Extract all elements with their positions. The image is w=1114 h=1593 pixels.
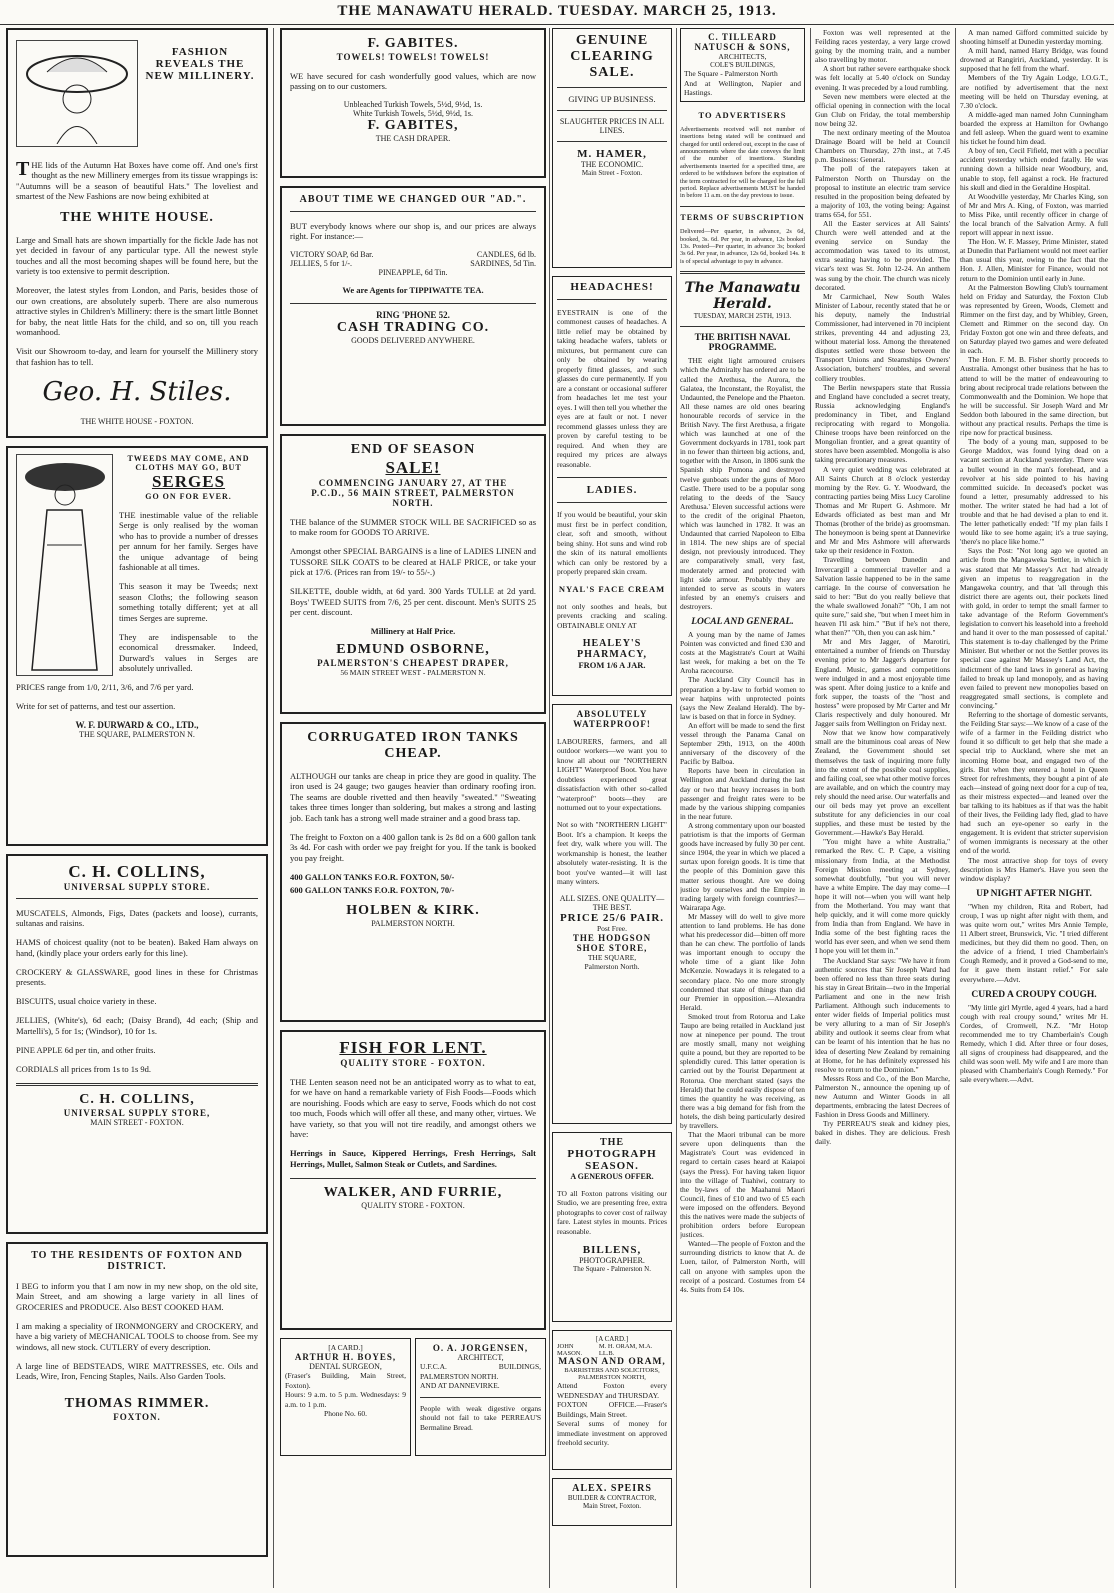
ad-heading: SALE. (589, 65, 635, 80)
advertisers-notice: Advertisements received will not number of insertions being stated will be continued and charged for until ordered out, except in the case of announcements where the date conveys the limit of the number of insertions. Standing advertisements inserted for a specified time, are ordered to be withdrawn before the expiration of the term contracted for will be charged for the full period. Replace advertisements MUST be handed in before 11 a.m. on the day previous to issue. (680, 125, 805, 200)
store-subtitle: QUALITY STORE - FOXTON. (361, 1200, 465, 1210)
news-item: A short but rather severe earthquake shock was felt locally at 5.40 o'clock on Sunday evening. It was preceded by a loud rumbling. (815, 64, 950, 92)
store-name: C. H. COLLINS, (68, 862, 206, 881)
healey-pharmacy-ad (552, 276, 672, 696)
ad-heading: HEADACHES! (570, 281, 654, 293)
jorgensen-architect-card (415, 1338, 546, 1456)
news-item: Members of the Try Again Lodge, I.O.G.T., are notified by advertisement that the next meeting will be held on Thursday evening, at 7.30 o'clock. (960, 73, 1108, 110)
section-title: LOCAL AND GENERAL. (691, 616, 794, 627)
ad-text: If you would be beautiful, your skin must first be in perfect condition, clear, soft and smooth, without being shiny. Hot suns and wind rob the skin of its natural emollients which can only be restored by a properly prepared skin cream. (557, 510, 667, 576)
ad-text: SLAUGHTER PRICES IN ALL LINES. (559, 117, 665, 135)
store-town: PALMERSTON NORTH. (371, 918, 455, 928)
store-name: HOLBEN & KIRK. (346, 902, 480, 918)
ad-text: I BEG to inform you that I am now in my new shop, on the old site, Main Street, and am showing a large variety in all lines of GROCERIES and PRODUCE. Also BEST COOKED HAM. (16, 1280, 258, 1312)
ad-text: BUT everybody knows where our shop is, and our prices are always right. For instance:— (290, 220, 536, 241)
durward-serges-ad (6, 446, 268, 846)
firm-address: And at Wellington, Napier and Hastings. (684, 78, 801, 97)
store-address: THE SQUARE, (587, 953, 637, 962)
hat-illustration (16, 40, 138, 147)
architect-title: ARCHITECT, (457, 1353, 504, 1362)
firm-title: BUILDER & CONTRACTOR, (567, 1494, 657, 1502)
card-label: [A CARD.] (595, 1335, 629, 1343)
store-name: CASH TRADING CO. (336, 320, 490, 335)
news-item: Smoked trout from Rotorua and Lake Taupo are being retailed in Auckland just now at ninepence per pound. The trout are mostly small, many not weighing quite a pound, but they are reported to be splendidly cured. This latter operation is carried out by the Tourist Department at Rotorua. One merchant stated (says the Herald) that he could easily dispose of ten times the quantity he was receiving, as there was a big demand for fish from the hotels, the dish being particularly desired by travellers. (680, 1011, 805, 1131)
ad-text: Visit our Showroom to-day, and learn for yourself the Millinery story that fashion has to tell. (16, 346, 258, 367)
ad-text: I am making a speciality of IRONMONGERY and CROCKERY, and have a big variety of MECHANICAL TOOLS to choose from. See my windows, all new stock. CUTLERY of every description. (16, 1320, 258, 1352)
ad-item: HAMS of choicest quality (not to be beaten). Baked Ham always on hand, (kindly place your orders early for this line). (16, 937, 258, 958)
ad-text: Attend Foxton every WEDNESDAY and THURSDAY. (557, 1381, 667, 1400)
store-name: F. GABITES, (367, 118, 459, 133)
ad-item: CROCKERY & GLASSWARE, good lines in these for Christmas presents. (16, 966, 258, 987)
store-subtitle: UNIVERSAL SUPPLY STORE, (63, 1107, 211, 1118)
ad-footer: THE WHITE HOUSE - FOXTON. (80, 417, 194, 426)
news-item: The Berlin newspapers state that Russia and England have concluded a secret treaty, Russia acknowledging England's predominancy in Tibet, and England reciprocating with regard to Mongolia. Chinese troops have been reinforced on the Mongolian frontier, and a great quantity of stores have been assembled. Mongolia is also taking precautionary measures. (815, 382, 950, 465)
price-line: FROM 1/6 A JAR. (578, 659, 646, 670)
news-item: The Hon. F. M. B. Fisher shortly proceeds to Australia. Amongst other business that he has to attend to will be the matter of endeavouring to bring about reciprocal trade relations between the Commonwealth and the Dominion. We hope that he will be successful. Sir Joseph Ward and Mr Seddon both laboured in the same direction, but without any practical results. Perhaps the time is ripe now for practical business. (960, 355, 1108, 438)
agents-note: We are Agents for TIPPIWATTE TEA. (342, 285, 484, 295)
hamer-clearing-sale-ad (552, 28, 672, 268)
price-line: 400 GALLON TANKS F.O.R. FOXTON, 50/- (290, 871, 455, 882)
ad-text: THE inestimable value of the reliable Serge is only realised by the woman who has to provide a number of dresses per annum for her family. Serges have the unique advantage of being fashionable at all times. (119, 509, 258, 572)
article-title: THE BRITISH NAVAL PROGRAMME. (694, 333, 791, 354)
merchant-name: THOMAS RIMMER. (64, 1395, 210, 1411)
dentist-title: DENTAL SURGEON, (309, 1362, 382, 1371)
store-subtitle: UNIVERSAL SUPPLY STORE. (63, 882, 211, 892)
news-item: Seven new members were elected at the official opening in connection with the local Gun Club on Friday, the total membership now being 32. (815, 91, 950, 128)
dentist-name: ARTHUR H. BOYES, (294, 1352, 397, 1362)
ad-text: Not so with "NORTHERN LIGHT" Boot. It's a champion. It keeps the feet dry, walk where you will. The workmanship is honest, the leather absolutely water-resisting. It is the boot you've wanted—it will last many winters. (557, 820, 667, 886)
news-item: That the Maori tribunal can be more severe upon delinquents than the Magistrate's Court was evidenced in regard to certain cases heard at Kaiapoi (says the Press). For having taken liquor into the village of Tuahiwi, contrary to the by-laws of the Maahanui Maori Council, fines of £10 and two of £5 each were imposed on the offenders. Beyond this the natives were made the subjects of prohibition orders before European justices. (680, 1130, 805, 1240)
price-row: JELLIES, 5 for 1/-. SARDINES, 5d Tin. (290, 259, 536, 268)
store-name: WALKER, AND FURRIE, (323, 1184, 503, 1200)
ad-text: Herrings in Sauce, Kippered Herrings, Fresh Herrings, Salt Herrings, Mullet, Salmon Steak or Cutlets, and Sardines. (290, 1148, 536, 1169)
architect-name: O. A. JORGENSEN, (432, 1343, 529, 1353)
store-subtitle: THE CASH DRAPER. (375, 134, 451, 143)
ad-heading: FASHION REVEALS THE NEW MILLINERY. (145, 46, 255, 82)
ad-heading: ABSOLUTELY WATERPROOF! (573, 709, 651, 729)
price-line: White Turkish Towels, 5½d, 9½d, 1s. (353, 109, 473, 118)
ad-item: BISCUITS, usual choice variety in these. (16, 996, 157, 1006)
natusch-architects-ad (680, 28, 805, 102)
ad-item: CORDIALS all prices from 1s to 1s 9d. (16, 1063, 152, 1074)
rimmer-ad (6, 1242, 268, 1557)
news-item: The next ordinary meeting of the Moutoa Drainage Board will be held at Council Chambers on Thursday, 27th inst., at 7.45 p.m. Business: General. (815, 128, 950, 165)
ad-text: This season it may be Tweeds; next season Cloths; the following season something totally different; yet at all times Serges are supreme. (119, 581, 258, 623)
ad-text: not only soothes and heals, but prevents cracking and scaling. OBTAINABLE ONLY AT (557, 601, 667, 630)
ad-heading: SEASON. (585, 1160, 639, 1172)
product-name: NYAL'S FACE CREAM (558, 584, 666, 594)
news-item: Foxton was well represented at the Feilding races yesterday, a very large crowd going by the morning train, and a number also travelling by motor. (815, 28, 950, 65)
news-item: Referring to the shortage of domestic servants, the Feilding Star says:—We know of a case of the wife of a farmer in the Feilding district who found it so difficult to get help that she made a special trip to Auckland, where she met an incoming Home boat, and engaged two of the girls. But when they entered a hotel in Queen Street for refreshments, they bought a pint of ale each—instead of going next door for a cup of tea, as their mistress expected—and leaned over the bar talking to its habitues as if that was the habit of their lives, the Feilding lady fled, glad to have had such an eye-opener so early in the engagement. It is evident that stricter supervision of women immigrants is necessary at the other end of the world. (960, 710, 1108, 856)
ad-text: Moreover, the latest styles from London, and Paris, besides those of our own creations, are absolutely superb. There are also numerous attractive styles in Children's Millinery: there is the smart little Bonnet for baby, the neat little Hats for the child, and so on, till you reach womanhood. (16, 285, 258, 337)
column-1 (6, 28, 268, 1588)
gabites-towels-ad (280, 28, 546, 178)
architect-address: U.F.C.A. BUILDINGS, PALMERSTON NORTH. (420, 1362, 541, 1381)
ad-text: Write for set of patterns, and test our assertion. (16, 701, 176, 711)
store-name: M. HAMER, (577, 148, 647, 160)
ad-text: ALTHOUGH our tanks are cheap in price they are good in quality. The iron used is 24 gauge; two gauges heavier than ordinary roofing iron. The seams are double rivetted and then heavily "sweated." "Sweating takes three times longer than soldering, but makes a strong and lasting job. Each tank has a strong well made strainer and a good brass tap. (290, 770, 536, 823)
article-title: UP NIGHT AFTER NIGHT. (976, 888, 1092, 899)
store-name: F. GABITES. (367, 36, 459, 51)
newspaper-title: The Manawatu Herald. (684, 280, 801, 313)
ad-heading: CORRUGATED IRON TANKS CHEAP. (307, 730, 519, 761)
news-item: A strong commentary upon our boasted patriotism is that the imports of German goods have increased by fully 30 per cent. since 1904, the year in which we placed a surtax upon foreign goods. It is time that the people of this Dominion gave this matter serious thought. Are we doing justice by ourselves and the Empire in trading largely with foreign countries?—Wairarapa Age. (680, 820, 805, 912)
phone-number: RING 'PHONE 52. (376, 310, 450, 320)
lady-hat-icon (22, 44, 132, 144)
advertisers-heading: TO ADVERTISERS (698, 109, 787, 120)
article-text: THE eight light armoured cruisers which the Admiralty has ordered are to be called the Arethusa, the Aurora, the Galatea, the Inconstant, the Royalist, the Undaunted, the Penelope and the Phaeton. All these names are old ones bearing honourable records of service in the British Navy. The first Arethusa, a frigate which was launched at one of the Government dockyards in 1781, took part in no fewer than thirteen big actions, and, together with the Anson, in 1806 sunk the Spanish ship Pomona and destroyed twelve gunboats under the guns of Moro Castle. There used to be a popular song relating to the deeds of the 'Saucy Arethusa.' Eleven successful actions were to the credit of the original Phaeton, which was launched in 1782. It was an Undaunted that carried Napoleon to Elba in 1814. The new ships are of special design, not previously introduced. They are comparatively small, very fast, moderately armed and protected with light side armour. Probably they are intended to serve as scouts in waters infested by an enemy's cruisers and destroyers. (680, 356, 805, 611)
lady-illustration (16, 454, 113, 676)
ad-heading: TO THE RESIDENTS OF FOXTON AND DISTRICT. (31, 1250, 243, 1272)
ad-subheading: GIVING UP BUSINESS. (568, 94, 656, 104)
post-note: Post Free. (597, 924, 627, 933)
collins-store-ad (6, 854, 268, 1234)
news-item: A very quiet wedding was celebrated at All Saints Church at 8 o'clock yesterday morning by the Rev. G. Y. Woodward, the contracting parties being Miss Lucy Caroline Thomas and Mr Rupert G. Ashmore. Mr Edwards officiated as best man and Mr Thomas (brother of the bride) as groomsman. The honeymoon is being spent at Dannevirke and Mr and Mrs Ashmore will afterwards take up their residence in Foxton. (815, 464, 950, 556)
firm-title: ARCHITECTS, (718, 52, 767, 61)
news-item: A boy of ten, Cecil Fifield, met with a peculiar accident yesterday which ended fatally. He was running down a hillside near Woodbury, and, unable to stop, fell against a rock. He fractured his skull and died in the Geraldine Hospital. (960, 146, 1108, 192)
news-item: Try PERREAU'S steak and kidney pies, baked in dishes. They are delicious. Fresh daily. (815, 1119, 950, 1147)
store-town: Palmerston North. (584, 962, 640, 971)
news-item: The Auckland City Council has in preparation a by-law to forbid women to wear hatpins with unprotected points (says the New Zealand Herald). The by-law is based on that in force in Sydney. (680, 675, 805, 721)
advert-text: "When my children, Rita and Robert, had croup, I was up night after night with them, and was quite worn out," writes Mrs Annie Temple, 11 Albert street, Brunswick, Vic. "I tried different medicines, but they did them no good. Then, on the advice of a friend, I tried Chamberlain's Cough Remedy, and it proved a God-send to me, for it gave them instant relief." For sale everywhere.—Advt. (960, 901, 1108, 984)
ad-heading-sale: SALE! (385, 458, 441, 477)
boyes-dentist-card (280, 1338, 411, 1456)
masthead: THE MANAWATU HERALD. TUESDAY. MARCH 25, 1913. (0, 0, 1114, 25)
ad-text: A large line of BEDSTEADS, WIRE MATTRESSES, etc. Oils and Leads, Wire, Iron, Fencing Staples, Nails. Also Garden Tools. (16, 1360, 258, 1381)
ad-item: JELLIES, (White's), 6d each; (Daisy Brand), 4d each; (Ship and Martelli's), 5 for 1s; (Windsor), 10 for 1s. (16, 1015, 258, 1036)
ad-text: The freight to Foxton on a 400 gallon tank is 2s 8d on a 600 gallon tank 3s 4d. For cash with order we pay freight for you. If the tank is booked you pay freight. (290, 831, 536, 863)
subscription-terms: Delivered—Per quarter, in advance, 2s 6d, booked, 3s. 6d. Per year, in advance, 12s booked 13s. Posted—Per quarter, in advance 3s; booked 3s 6d. Per year, in advance, 12s 6d, booked 14s. It is of special advantage to pay in advance. (680, 228, 805, 265)
news-item: "You might have a white Australia," remarked the Rev. C. P. Cape, a visiting missionary from India, at the Methodist Foreign Mission meeting at Sydney, somewhat doubtfully, "but you will never have a white Empire. The day may come—I hope it will not—when you will want help from the Motherland. You may want that help quickly, and it will come more quickly from India than from England. We have in India some of the best fighting races the world has ever seen, and when we send them I hope you will let them in." (815, 837, 950, 956)
store-name: THE WHITE HOUSE. (60, 210, 214, 225)
subscription-heading: TERMS OF SUBSCRIPTION (680, 212, 805, 222)
firm-name: C. TILLEARD NATUSCH & SONS, (694, 32, 791, 52)
white-house-millinery-ad (6, 28, 268, 438)
store-subtitle: PALMERSTON'S CHEAPEST DRAPER, (317, 658, 509, 668)
ad-subheading: QUALITY STORE - FOXTON. (340, 1058, 486, 1068)
ad-heading: GENUINE (575, 33, 649, 48)
store-name: BILLENS, (582, 1243, 642, 1256)
column-5 (815, 28, 950, 1588)
cash-trading-ad (280, 186, 546, 426)
ad-heading: END OF SEASON (350, 442, 476, 457)
ad-heading: CLEARING (570, 49, 654, 64)
news-item: Mr and Mrs Jagger, of Marotiri, entertained a number of friends on Thursday evening prior to Mr Jagger's departure for England. Music, games and competitions were indulged in and a most enjoyable time was spent. After doing justice to a knife and fork supper, the toasts of the "host and hostess" were proposed by Mr Carter and Mr Claris respectively and duly honoured. Mr Jagger sails from Wellington on Friday next. (815, 637, 950, 729)
news-item: At Woodville yesterday, Mr Charles King, son of Mr and Mrs A. King, of Foxton, was married to Miss Pike, until recently officer in charge of the local branch of the Salvation Army. A full report will appear in next issue. (960, 191, 1108, 238)
store-name: C. H. COLLINS, (79, 1091, 195, 1107)
sizes-note: ALL SIZES. ONE QUALITY—THE BEST. (559, 894, 665, 912)
news-item: Reports have been in circulation in Wellington and Auckland during the last day or two that heavy increases in both passenger and freight rates were to be made by the various shipping companies in the near future. (680, 766, 805, 821)
news-item: A mill hand, named Harry Bridge, was found drowned at Rangiriri, Auckland, yesterday. It is supposed that he fell from the wharf. (960, 46, 1108, 74)
dentist-phone: Phone No. 60. (324, 1409, 367, 1418)
perreau-note: People with weak digestive organs should not fail to take PERREAU'S Bermaline Bread. (420, 1403, 541, 1432)
ad-item: PINE APPLE 6d per tin, and other fruits. (16, 1044, 156, 1055)
ad-text: PRICES range from 1/0, 2/11, 3/6, and 7/6 per yard. (16, 682, 194, 692)
firm-address: THE SQUARE, PALMERSTON N. (79, 730, 195, 739)
store-name: HEALEY'S PHARMACY, (576, 637, 647, 660)
hodgson-shoe-ad (552, 704, 672, 1124)
column-3 (552, 28, 672, 1588)
column-rule (273, 28, 274, 1588)
firm-name: ALEX. SPEIRS (572, 1483, 652, 1494)
ad-heading: ABOUT TIME WE CHANGED OUR "AD.". (299, 194, 527, 205)
ad-heading: LADIES. (586, 483, 638, 496)
ad-subheading: P.C.D., 56 MAIN STREET, PALMERSTON NORTH. (311, 488, 515, 508)
article-title: CURED A CROUPY COUGH. (971, 989, 1097, 1000)
ad-subheading: COMMENCING JANUARY 27, AT THE (318, 478, 508, 488)
column-6 (960, 28, 1108, 1588)
store-subtitle: THE ECONOMIC. (580, 160, 644, 169)
firm-address: The Square - Palmerston North (684, 69, 778, 78)
firm-title: BARRISTERS AND SOLICITORS, PALMERSTON NORTH, (564, 1367, 660, 1381)
ad-text: TO all Foxton patrons visiting our Studio, we are presenting free, extra photographs to cover cost of railway fare. Latest styles in mounts. Prices reasonable. (557, 1188, 667, 1236)
advert-text: "My little girl Myrtle, aged 4 years, had a hard cough with real croupy sound," writes Mr H. Cordes, of Cromwell, N.Z. "Mr Hotop recommended me to try Chamberlain's Cough Remedy, which I did. After three or four doses, all signs of croupiness had disappeared, and the child was soon well. My wife and I are more than pleased with Chamberlain's Cough Remedy." For sale everywhere.—Advt. (960, 1002, 1108, 1085)
price-row: VICTORY SOAP, 6d Bar. CANDLES, 6d lb. (290, 250, 536, 259)
news-item: Now that we know how comparatively small are the bituminous coal areas of New Zealand, the Government should set themselves the task of inquiring more fully into the extent of the possible coal supplies, and failing coal, see what other motive forces are available, and on which the country may rely should the need arise. Our waterfalls and our oil beds may yet prove an excellent substitute for any deficiencies in our coal supplies, and these must be tested by the Government.—Hawke's Bay Herald. (815, 728, 950, 838)
column-rule (676, 28, 677, 1588)
price-line: 600 GALLON TANKS F.O.R. FOXTON, 70/- (290, 884, 455, 895)
mason-oram-card (552, 1330, 672, 1470)
walker-furrie-fish-ad (280, 1030, 546, 1330)
ad-heading: THE (599, 1137, 625, 1148)
ad-heading: TWEEDS MAY COME, AND CLOTHS MAY GO, BUT (127, 454, 250, 472)
news-item: Mr Carmichael, New South Wales Minister of Labour, recently stated that he or his deputy, namely the Industrial Commissioner, had intervened in 70 incipient strikes, preventing 44 and adjusting 23, without material loss. Among the threatened disputes settled were those between the Transport Unions and Steamships Owners' Association, butchers' troubles, and several colliery troubles. (815, 291, 950, 383)
ad-text: THE lids of the Autumn Hat Boxes have come off. And one's first thought as the new Millinery emerges from its tissue wrappings is: "Autumns will be a season of beautiful Hats." The loveliest and smartest of the New Fashions are now being exhibited at (16, 157, 258, 201)
ad-text: Amongst other SPECIAL BARGAINS is a line of LADIES LINEN and TUSSORE SILK COATS to be cleared at HALF PRICE, or take your pick at 17/6. (Prices ran from 19/- to 55/-.) (290, 546, 536, 577)
store-address: 56 MAIN STREET WEST - PALMERSTON N. (340, 668, 486, 677)
price-line: PRICE 25/6 PAIR. (559, 912, 665, 924)
holben-kirk-ad (280, 722, 546, 1022)
dentist-address: (Fraser's Building, Main Street, Foxton). (285, 1371, 406, 1390)
ad-heading: PHOTOGRAPH (567, 1148, 657, 1160)
news-item: The body of a young man, supposed to be George Maddox, was found lying dead on a vacant section at Auckland yesterday. There was a bullet wound in the man's forehead, and a revolver at his side pointed to his having committed suicide. In deceased's pocket was found a letter, presumably addressed to his mother. The writer stated he had had a lot of trouble and that he had devised a plan to end it. The letter pathetically ended: "If my plan fails I would like to see home again; it's a true saying, 'there's no place like home.'" (960, 437, 1108, 547)
firm-building: COLE'S BUILDINGS, (710, 61, 775, 69)
ad-item: MUSCATELS, Almonds, Figs, Dates (packets and loose), currants, sultanas and raisins. (16, 907, 258, 928)
ad-text: THE balance of the SUMMER STOCK WILL BE SACRIFICED so as to make room for GOODS TO ARRIVE. (290, 516, 536, 537)
ad-heading: FISH FOR LENT. (339, 1038, 487, 1057)
column-rule (549, 28, 550, 1588)
news-item: At the Palmerston Bowling Club's tournament held on Friday and Saturday, the Foxton Club was represented by Green, Woods, Clemett and Rimmer on the first day, and by Whibley, Green, Clemett and Rimmer on the second day. On Friday Foxton got one win and three defeats, and on Saturday played two games and were defeated in each. (960, 282, 1108, 356)
news-item: The most attractive shop for toys of every description is Mrs Hamer's. Have you seen the window display? (960, 855, 1108, 883)
news-item: Says the Post: "Not long ago we quoted an article from the Mangaweka Settler, in which it was stated that Mr Massey's Act had already given an impetus to reaggregation in the Mangaweka country, and that 'all through this district there are agents out, their pockets lined with gold, in order to tempt the small farmer to take advantage of the Reform Government's legislation to convert his leasehold into a freehold and hand it over to the man possessed of capital.' This statement is to-day challenged by the Prime Minister. But whether or not the Settler proves its special case against Mr Massey's Land Act, the indictment of the land laws in general as having failed to break up land monopoly, and as having even failed to prevent new monopolies based on reaggregated small sections, is complete and convincing." (960, 546, 1108, 710)
store-name: EDMUND OSBORNE, (336, 642, 490, 657)
billens-photo-ad (552, 1132, 672, 1322)
issue-date: TUESDAY, MARCH 25TH, 1913. (693, 312, 792, 321)
news-item: A man named Gifford committed suicide by shooting himself at Dunedin yesterday morning. (960, 28, 1108, 47)
store-name: THE HODGSON SHOE STORE, (572, 933, 652, 953)
architect-address2: AND AT DANNEVIRKE. (420, 1381, 500, 1390)
ad-heading-serges: SERGES (151, 472, 226, 491)
news-item: The Auckland Star says: "We have it from authentic sources that Sir Joseph Ward had been offered no less than three seats during his stay in Great Britain—two in the Imperial Parliament and one in the new Irish Parliament. Although such inducements to enter wider fields of Imperial politics must be very alluring to a man of Sir Joseph's ability and outlook it seems clear from what can be learnt of his intention that he has no idea of deserting New Zealand by remaining at Home, for he has definitely expressed his resolve to return to the Dominion." (815, 955, 950, 1074)
news-item: The Hon. W. F. Massey, Prime Minister, stated at Dunedin that Parliament would not meet earlier than usual this year, owing to the fact that the Hon. J. Allen, Minister for Finance, would not return to the Dominion until early in June. (960, 237, 1108, 283)
ad-text: Large and Small hats are shown impartially for the fickle Jade has not yet decided in favour of any particular type. All the newest style touches and all the most becoming shapes will be found here, but the variety is too extensive to permit description. (16, 234, 258, 276)
news-item: A young man by the name of James Pointen was convicted and fined £30 and costs at the Magistrate's Court at Waihi last week, for making a bet on the Te Aroha racecourse. (680, 629, 805, 676)
ad-text: EYESTRAIN is one of the commonest causes of headaches. A little relief may be obtained by taking headache wafers, tablets or mixtures, but permanent cure can only be obtained by wearing properly fitted glasses, and such glasses do cure permanently. If you are a constant or occasional sufferer from headaches let me test your eyes. I will then tell you whether the eyes are at fault or not. I never recommend glasses unless they are proven by careful testing to be required. And when they are required my prices are always reasonable. (557, 307, 667, 469)
news-item: Mr Massey will do well to give more attention to land problems. He has done what his predecessor did—bitten off more than he can chew. The portfolio of lands was important enough to occupy the whole time of a giant like John McKenzie. Nowadays it is relegated to a secondary place. No one more strongly condemned that state of things than did our Premier in opposition.—Alexandra Herald. (680, 911, 805, 1012)
column-rule (810, 28, 811, 1588)
firm-name: MASON AND ORAM, (558, 1357, 666, 1367)
firm-address: Main Street, Foxton. (583, 1502, 641, 1510)
card-label: [A CARD.] (328, 1343, 363, 1352)
news-item: The poll of the ratepayers taken at Palmerston North on Thursday on the proposal to institute an electric tram service resulted in the proposition being defeated by a majority of 103, the voting being: Against trams 654, for 551. (815, 164, 950, 219)
column-2 (280, 28, 546, 1588)
ad-text: FOXTON OFFICE.—Fraser's Buildings, Main Street. (557, 1400, 667, 1419)
news-item: An effort will be made to send the first vessel through the Panama Canal on September 29th, 1913, on the 400th anniversary of the discovery of the Pacific by Balboa. (680, 720, 805, 767)
column-4 (680, 28, 805, 1588)
store-address: MAIN STREET - FOXTON. (90, 1117, 184, 1127)
ad-text: They are indispensable to the economical dressmaker. Indeed, Durward's values in Serges are absolutely unrivalled. (119, 631, 258, 673)
signature: Geo. H. Stiles. (42, 377, 232, 407)
lady-figure-icon (17, 455, 112, 675)
ad-text: SILKETTE, double width, at 6d yard. 300 Yards TULLE at 2d yard. Boys' TWEED SUITS from 7/6, 25 per cent. discount. Men's SUITS 25 per cent. discount. (290, 586, 536, 617)
store-address: Main Street - Foxton. (581, 169, 643, 177)
store-subtitle: GOODS DELIVERED ANYWHERE. (351, 336, 475, 345)
ad-text: Millinery at Half Price. (370, 626, 456, 636)
news-item: Messrs Ross and Co., of the Bon Marche, Palmerston N., announce the opening up of new Autumn and Winter Goods in all departments, embracing the latest Decrees of Fashion in Dress Goods and Millinery. (815, 1073, 950, 1120)
firm-name: W. F. DURWARD & CO., LTD., (75, 720, 199, 730)
merchant-town: FOXTON. (113, 1411, 161, 1422)
news-item: All the Easter services at All Saints' Church were well attended and at the evening service on Sunday the accommodation was taxed to its utmost, extra seating having to be provided. The vicar's text was St. John 12-24. An anthem was sung by the choir. The church was nicely decorated. (815, 218, 950, 292)
store-address: The Square - Palmerston N. (573, 1264, 651, 1273)
osborne-sale-ad (280, 434, 546, 714)
store-title: PHOTOGRAPHER. (579, 1255, 645, 1265)
news-item: Travelling between Dunedin and Invercargill a commercial traveller and a Salvation lassie happened to be in the same carriage. In the course of conversation he said to her: "But do you really believe that the whale swallowed Jonah?" "Oh, I am not quite sure," said she, "but when I meet him in heaven I'll ask him." "But if he's not there, what then?" "Oh, then you can ask him." (815, 555, 950, 638)
column-rule (955, 28, 956, 1588)
ad-subheading: GO ON FOR EVER. (145, 492, 232, 501)
ad-text: WE have secured for cash wonderfully good values, which are now passing on to our customers. (290, 70, 536, 91)
ad-subheading: A GENEROUS OFFER. (570, 1172, 654, 1181)
ad-text: Several sums of money for immediate investment on approved freehold security. (557, 1419, 667, 1447)
partner-names: JOHN MASON. M. H. ORAM, M.A. LL.B. (557, 1343, 653, 1357)
price-line: Unbleached Turkish Towels, 5½d, 9½d, 1s. (343, 100, 483, 109)
price-row: PINEAPPLE, 6d Tin. (378, 268, 448, 277)
news-item: Wanted—The people of Foxton and the surrounding districts to know that A. de Luen, tailor, of Palmerston North, will call on anyone with samples upon the receipt of a postcard. Costumes from £4 4s. Suits from £4 10s. (680, 1239, 805, 1294)
ad-subheading: TOWELS! TOWELS! TOWELS! (336, 52, 490, 62)
ad-text: LABOURERS, farmers, and all outdoor workers—we want you to know all about our "NORTHERN LIGHT" Waterproof Boot. You have doubtless experienced great dissatisfaction with other so-called "waterproof" boots—they are notturned out to your expectations. (557, 736, 667, 812)
dentist-hours: Hours: 9 a.m. to 5 p.m. Wednesdays: 9 a.m. to 1 p.m. (285, 1390, 406, 1409)
news-item: A middle-aged man named John Cunningham boarded the express at Hamilton for Owhango and fell asleep. When the guard went to examine his ticket he found him dead. (960, 109, 1108, 147)
ad-text: THE Lenten season need not be an anticipated worry as to what to eat, for we have on hand a remarkable variety of Fish Foods—Foods which are nourishing. Foods which are easy to serve, Foods which do not cost too much, Foods which will offer all these, and many other, virtues. We have variety, so that you will not tire readily, and amongst others we have: (290, 1076, 536, 1139)
speirs-builder-ad (552, 1478, 672, 1526)
